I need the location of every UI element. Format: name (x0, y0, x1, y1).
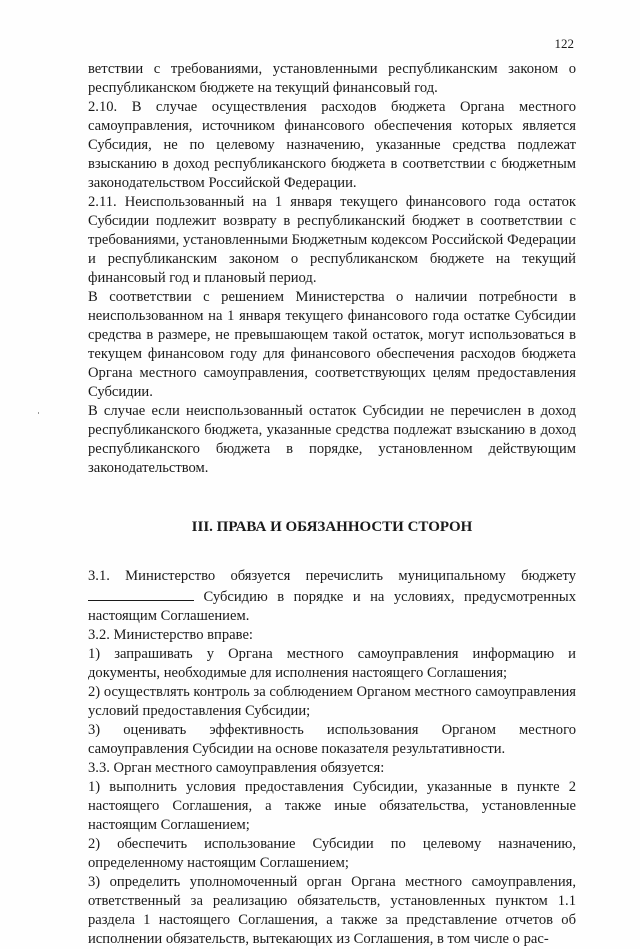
list-item: 1) запрашивать у Органа местного самоуправления информацию и документы, необходимые для исполнения настоящего Соглашения; (88, 646, 576, 681)
document-body (88, 60, 576, 949)
list-item: 3) определить уполномоченный орган Органа местного самоуправления, ответственный за реализацию обязательств, установленных пунктом 1.1 раздела 1 настоящего Соглашения, а также за представление отчетов об исполнении обязательств, вытекающих из Соглашения, в том числе о рас- (88, 874, 576, 947)
paragraph-continuation: ветствии с требованиями, установленными республиканским законом о республиканском бюджете на текущий финансовый год. (88, 61, 576, 96)
clause-3-1-continuation: Субсидию в порядке и на условиях, предусмотренных настоящим Соглашением. (88, 589, 576, 624)
paragraph-3-1 (88, 567, 576, 626)
paragraph-3-3: 3.3. Орган местного самоуправления обязуется: (88, 760, 385, 776)
page-number: 122 (554, 36, 574, 51)
paragraph-ministry-decision: В соответствии с решением Министерства о наличии потребности в неиспользованном на 1 января текущего финансового года остатке Субсидии средства в размере, не превышающем такой остаток, могут использоваться в текущем финансовом году для финансового обеспечения расходов бюджета Органа местного самоуправления, соответствующих целям предоставления Субсидии. (88, 289, 576, 400)
paragraph-2-11: 2.11. Неиспользованный на 1 января текущего финансового года остаток Субсидии подлежит возврату в республиканский бюджет в соответствии с требованиями, установленными Бюджетным кодексом Российской Федерации и республиканским законом о республиканском бюджете на текущий финансовый год и плановый период. (88, 194, 576, 286)
clause-3-1-text: 3.1. Министерство обязуется перечислить муниципальному бюджету (88, 568, 576, 584)
section-heading: III. ПРАВА И ОБЯЗАННОСТИ СТОРОН (191, 519, 473, 535)
margin-mark (38, 412, 39, 414)
list-item: 1) выполнить условия предоставления Субсидии, указанные в пункте 2 настоящего Соглашения, а также иные обязательства, установленные настоящим Соглашением; (88, 779, 576, 833)
list-item: 2) обеспечить использование Субсидии по целевому назначению, определенному настоящим Соглашением; (88, 836, 576, 871)
blank-field (88, 586, 194, 601)
list-item: 3) оценивать эффективность использования Органом местного самоуправления Субсидии на основе показателя результативности. (88, 722, 576, 757)
paragraph-recovery: В случае если неиспользованный остаток Субсидии не перечислен в доход республиканского бюджета, указанные средства подлежат взысканию в доход республиканского бюджета в порядке, установленном действующим законодательством. (88, 403, 576, 476)
list-item: 2) осуществлять контроль за соблюдением Органом местного самоуправления условий предоставления Субсидии; (88, 684, 576, 719)
paragraph-3-2: 3.2. Министерство вправе: (88, 627, 253, 643)
paragraph-2-10: 2.10. В случае осуществления расходов бюджета Органа местного самоуправления, источником финансового обеспечения которых является Субсидия, не по целевому назначению, указанные средства подлежат взысканию в доход республиканского бюджета в соответствии с бюджетным законодательством Российской Федерации. (88, 99, 576, 191)
